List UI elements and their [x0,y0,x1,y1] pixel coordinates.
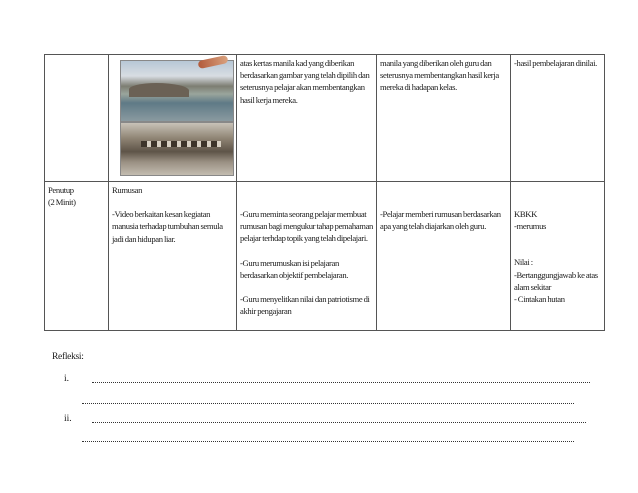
content-body: -Video berkaitan kesan kegiatan manusia terhadap tumbuhan semula jadi dan hidupan liar. [112,209,223,244]
kbkk-item: -merumus [514,221,547,232]
stage-cell [45,182,109,331]
stage-label: Penutup [48,185,74,195]
lake-hills-image [120,60,234,122]
table-row [45,182,605,331]
reflection-title: Refleksi: [52,352,84,362]
student-activity-cell [377,182,511,331]
reflection-item-2-label: ii. [64,414,72,424]
teacher-activity-3: -Guru menyelitkan nilai dan patriotisme di akhir pengajaran [240,294,370,317]
student-activity-cell: manila yang diberikan oleh guru dan seterusnya membentangkan hasil kerja mereka di hadapan kelas. [377,55,511,182]
student-activity: -Pelajar memberi rumusan berdasarkan apa yang telah diajarkan oleh guru. [380,209,501,232]
reflection-line [82,440,574,442]
content-title: Rumusan [112,185,143,195]
landscape-photo [48,54,240,178]
logging-image [120,122,234,176]
reflection-line [92,421,586,423]
reflection-line [92,381,590,383]
reflection-item-1-label: i. [64,374,70,384]
stage-duration: (2 Minit) [48,197,76,208]
teacher-activity-1: -Guru meminta seorang pelajar membuat rumusan bagi mengukur tahap pemahaman pelajar terhdap topik yang telah dipelajari. [240,209,374,244]
nilai-item-2: - Cintakan hutan [514,294,565,305]
content-cell [109,182,237,331]
kbkk-label: KBKK [514,209,537,219]
notes-cell: -hasil pembelajaran dinilai. [511,55,605,182]
teacher-activity-cell: atas kertas manila kad yang diberikan berdasarkan gambar yang telah dipilih dan seterusnya pelajar akan membentangkan hasil kerja mereka. [237,55,377,182]
notes-cell [511,182,605,331]
nilai-item-1: -Bertanggungjawab ke atas alam sekitar [514,269,598,292]
nilai-label: Nilai : [514,257,533,268]
teacher-activity-cell [237,182,377,331]
teacher-activity-2: -Guru merumuskan isi pelajaran berdasarkan objektif pembelajaran. [240,257,349,280]
reflection-line [82,402,574,404]
